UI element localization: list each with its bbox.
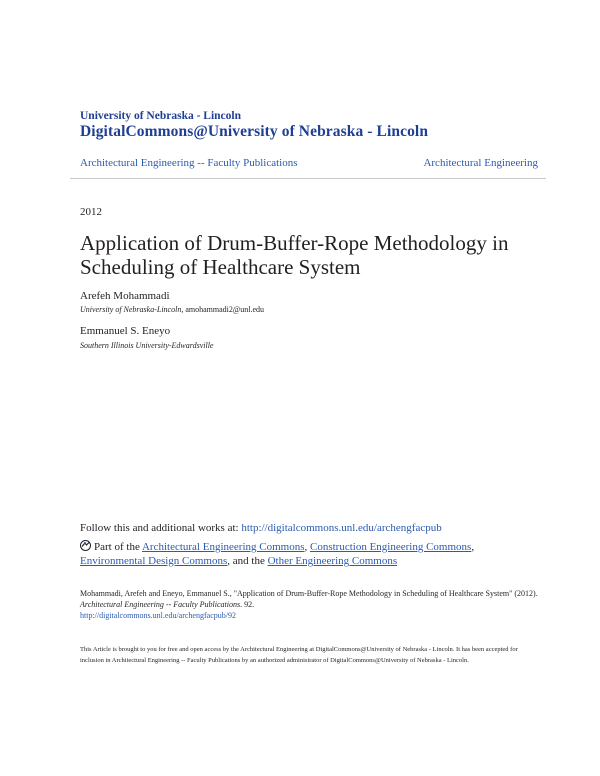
commons-link-construction[interactable]: Construction Engineering Commons — [309, 541, 472, 553]
follow-line — [80, 522, 442, 534]
commons-link-architectural[interactable]: Architectural Engineering Commons — [141, 541, 305, 553]
header-divider — [70, 178, 546, 179]
citation-block — [80, 588, 540, 621]
author-affiliation: Southern Illinois University-Edwardsville — [80, 341, 214, 350]
part-of-joiner: , and the — [227, 555, 268, 567]
citation-series: Architectural Engineering -- Faculty Publications — [80, 600, 241, 609]
follow-label: Follow this and additional works at: — [80, 522, 242, 534]
citation-text: Mohammadi, Arefeh and Eneyo, Emmanuel S., "Application of Drum-Buffer-Rope Methodology in Scheduling of Healthcare System" — [80, 589, 513, 598]
nav-link-architectural-engineering[interactable]: Architectural Engineering — [423, 157, 538, 169]
commons-link-other-engineering[interactable]: Other Engineering Commons — [267, 555, 398, 567]
commons-link-environmental[interactable]: Environmental Design Commons — [80, 555, 228, 567]
title-line-2: Scheduling of Healthcare System — [80, 255, 361, 279]
part-of-line: Part of the Architectural Engineering Commons, Construction Engineering Commons, Environmental Design Commons, and the Other Engineering Commons — [80, 541, 475, 567]
access-notice: This Article is brought to you for free and open access by the Architectural Engineering at DigitalCommons@University of Nebraska - Lincoln. It has been accepted for inclusion in Architectural Engineering -- Faculty Publications by an authorized administrator of DigitalCommons@University of Nebraska - Lincoln. — [80, 646, 518, 664]
affiliation-text: University of Nebraska-Lincoln — [80, 305, 182, 314]
institution-name: University of Nebraska - Lincoln — [80, 110, 241, 122]
repository-name[interactable]: DigitalCommons@University of Nebraska - Lincoln — [80, 123, 429, 140]
paper-title — [80, 231, 550, 279]
commons-network-icon — [80, 540, 91, 551]
author-affiliation: University of Nebraska-Lincoln, amohammadi2@unl.edu — [80, 305, 265, 314]
citation-url-link[interactable]: http://digitalcommons.unl.edu/archengfacpub/92 — [80, 611, 236, 620]
nav-link-faculty-publications[interactable]: Architectural Engineering -- Faculty Publications — [80, 157, 298, 169]
author-name: Emmanuel S. Eneyo — [80, 325, 171, 337]
citation-year: (2012). — [514, 589, 538, 598]
citation-number: . 92. — [240, 600, 255, 609]
title-line-1: Application of Drum-Buffer-Rope Methodology in — [80, 231, 509, 255]
author-email[interactable]: amohammadi2@unl.edu — [185, 305, 265, 314]
author-name: Arefeh Mohammadi — [80, 290, 170, 302]
publication-year: 2012 — [80, 206, 102, 218]
part-of-prefix: Part of the — [94, 541, 142, 553]
follow-url-link[interactable]: http://digitalcommons.unl.edu/archengfacpub — [241, 522, 442, 534]
